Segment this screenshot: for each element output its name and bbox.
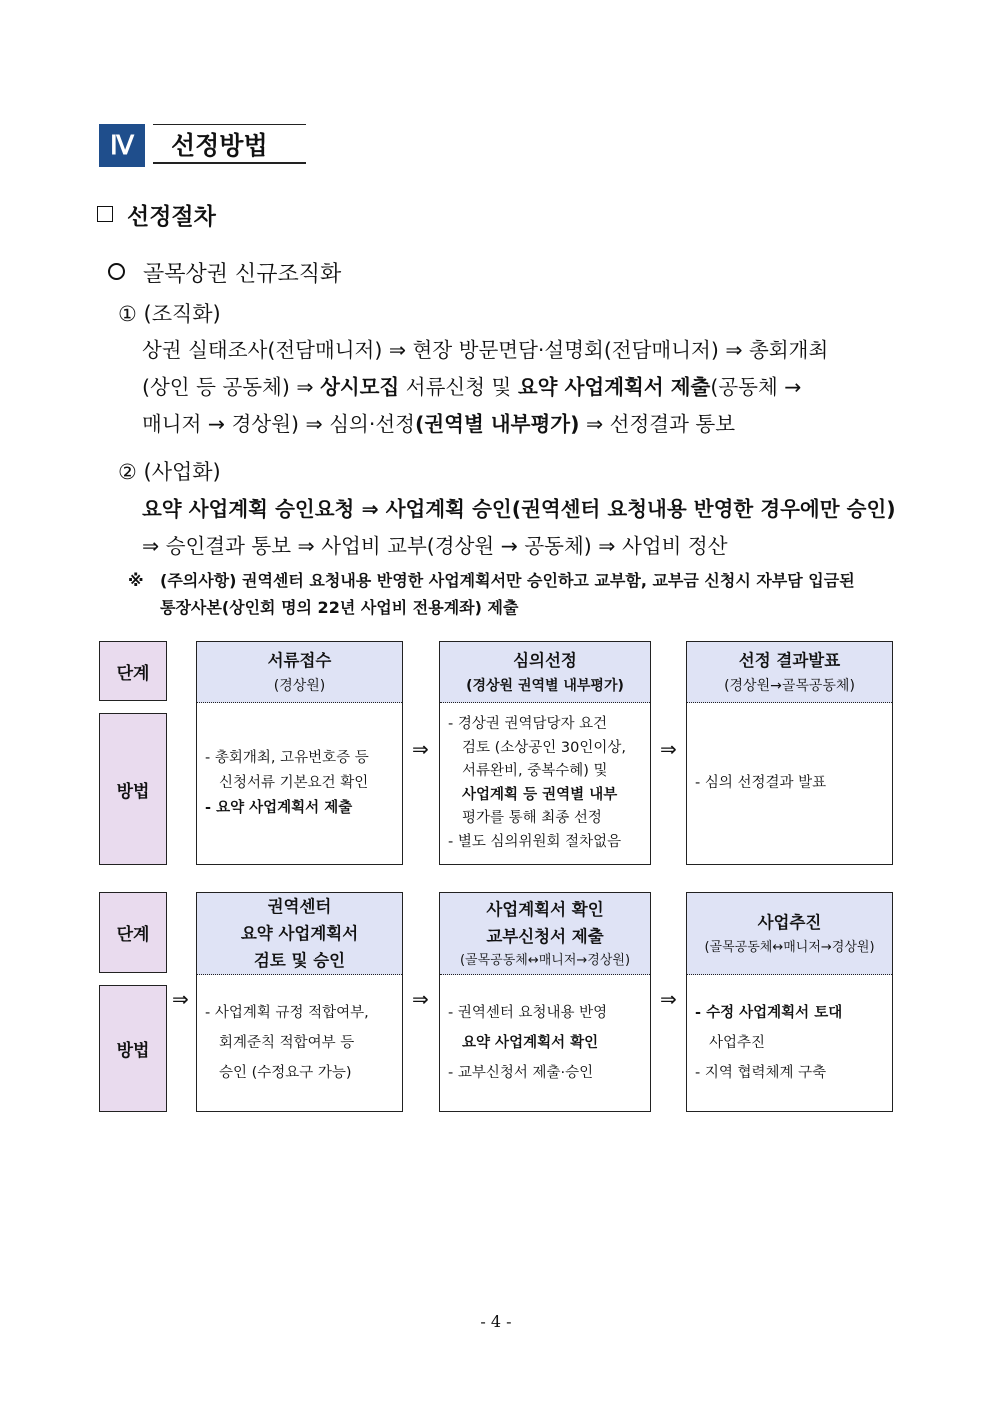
method-label-1: 방법 (99, 713, 167, 865)
card-head (687, 893, 892, 975)
subheading-text: 골목상권 신규조직화 (143, 262, 342, 287)
card-item: 사업추진 (709, 1035, 766, 1051)
card-body (687, 975, 892, 1111)
note-line2: 통장사본(상인회 명의 22년 사업비 전용계좌) 제출 (160, 598, 519, 617)
card-title: 사업추진 (757, 912, 822, 932)
flow-card-plan-confirmation (439, 892, 651, 1112)
card-item: - 요약 사업계획서 제출 (205, 800, 353, 816)
step2-paragraph (142, 491, 902, 565)
card-title: 사업계획서 확인 (486, 899, 604, 919)
arrow-icon: ⇒ (412, 737, 429, 761)
card-item: - 권역센터 요청내용 반영 (448, 1005, 608, 1021)
stage-label-1: 단계 (99, 641, 167, 701)
card-head (197, 642, 402, 703)
heading-text: 선정절차 (127, 204, 216, 230)
card-title: 서류접수 (267, 651, 332, 670)
step2-line2: ⇒ 승인결과 통보 ⇒ 사업비 교부(경상원 → 공동체) ⇒ 사업비 정산 (142, 534, 728, 558)
card-head (440, 893, 650, 975)
flow-card-document-receipt (196, 641, 403, 865)
flow-card-review-selection (439, 641, 651, 865)
card-item: - 심의 선정결과 발표 (695, 775, 827, 791)
card-item: - 경상권 권역담당자 요건 (448, 716, 608, 732)
card-title: 권역센터 (267, 897, 332, 916)
note-line1: (주의사항) 권역센터 요청내용 반영한 사업계획서만 승인하고 교부함, 교부금 신청시 자부담 입금된 (160, 571, 855, 590)
card-subtitle: (골목공동체↔매니저→경상원) (459, 952, 631, 968)
card-item: 평가를 통해 최종 선정 (462, 810, 602, 826)
step1-paragraph (142, 332, 902, 443)
card-item: - 사업계획 규정 적합여부, (205, 1005, 369, 1021)
flow-card-result-announcement (686, 641, 893, 865)
stage-label-2: 단계 (99, 892, 167, 973)
card-item: 승인 (수정요구 가능) (219, 1065, 352, 1081)
card-head (440, 642, 650, 703)
card-item: - 총회개최, 고유번호증 등 (205, 750, 369, 766)
note-text (160, 567, 900, 621)
card-subtitle: (경상원→골목공동체) (724, 678, 855, 694)
flow-card-center-approval (196, 892, 403, 1112)
card-subtitle: (경상원 권역별 내부평가) (466, 678, 624, 694)
card-title: 요약 사업계획서 (240, 924, 359, 943)
note-mark: ※ (128, 571, 144, 590)
card-head (197, 893, 402, 975)
step2-line1: 요약 사업계획 승인요청 ⇒ 사업계획 승인(권역센터 요청내용 반영한 경우에만 승인) (142, 497, 896, 521)
card-body (440, 703, 650, 864)
arrow-icon: ⇒ (660, 737, 677, 761)
card-item: 요약 사업계획서 확인 (462, 1035, 599, 1051)
card-body (687, 703, 892, 864)
heading (97, 198, 216, 231)
card-subtitle: (경상원) (273, 678, 326, 694)
card-item: 회계준칙 적합여부 등 (219, 1035, 355, 1051)
step2-label: ② (사업화) (118, 460, 221, 484)
card-body (197, 703, 402, 864)
card-item: 신청서류 기본요건 확인 (219, 775, 369, 791)
card-head (687, 642, 892, 703)
step1-line1: 상권 실태조사(전담매니저) ⇒ 현장 방문면담·설명회(전담매니저) ⇒ 총회개최 (142, 338, 829, 362)
card-title: 심의선정 (513, 651, 577, 670)
card-title: 선정 결과발표 (738, 651, 841, 670)
card-item: - 지역 협력체계 구축 (695, 1065, 827, 1081)
step1-label: ① (조직화) (118, 302, 221, 326)
arrow-icon: ⇒ (172, 987, 189, 1011)
card-item: - 수정 사업계획서 토대 (695, 1005, 843, 1021)
flow-card-project-execution (686, 892, 893, 1112)
step1-line3: 매니저 → 경상원) ⇒ 심의·선정(권역별 내부평가) ⇒ 선정결과 통보 (142, 412, 736, 436)
card-item: 사업계획 등 권역별 내부 (462, 786, 618, 803)
card-body (197, 975, 402, 1111)
card-title: 교부신청서 제출 (486, 926, 604, 946)
checkbox-square-icon (97, 206, 113, 222)
card-body (440, 975, 650, 1111)
method-label-2: 방법 (99, 985, 167, 1112)
card-item: - 별도 심의위원회 절차없음 (448, 833, 622, 850)
step1-line2: (상인 등 공동체) ⇒ 상시모집 서류신청 및 요약 사업계획서 제출(공동체 → (142, 375, 802, 399)
arrow-icon: ⇒ (412, 987, 429, 1011)
card-subtitle: (골목공동체↔매니저→경상원) (704, 939, 875, 955)
subheading (108, 257, 341, 288)
card-item: 검토 (소상공인 30인이상, (462, 739, 626, 756)
page-number: - 4 - (480, 1312, 512, 1331)
section-number: Ⅳ (99, 124, 145, 167)
section-title: 선정방법 (153, 124, 306, 164)
card-item: 서류완비, 중복수혜) 및 (462, 763, 608, 779)
arrow-icon: ⇒ (660, 987, 677, 1011)
card-item: - 교부신청서 제출·승인 (448, 1065, 594, 1081)
circle-bullet-icon (108, 263, 125, 280)
card-title: 검토 및 승인 (253, 951, 346, 970)
